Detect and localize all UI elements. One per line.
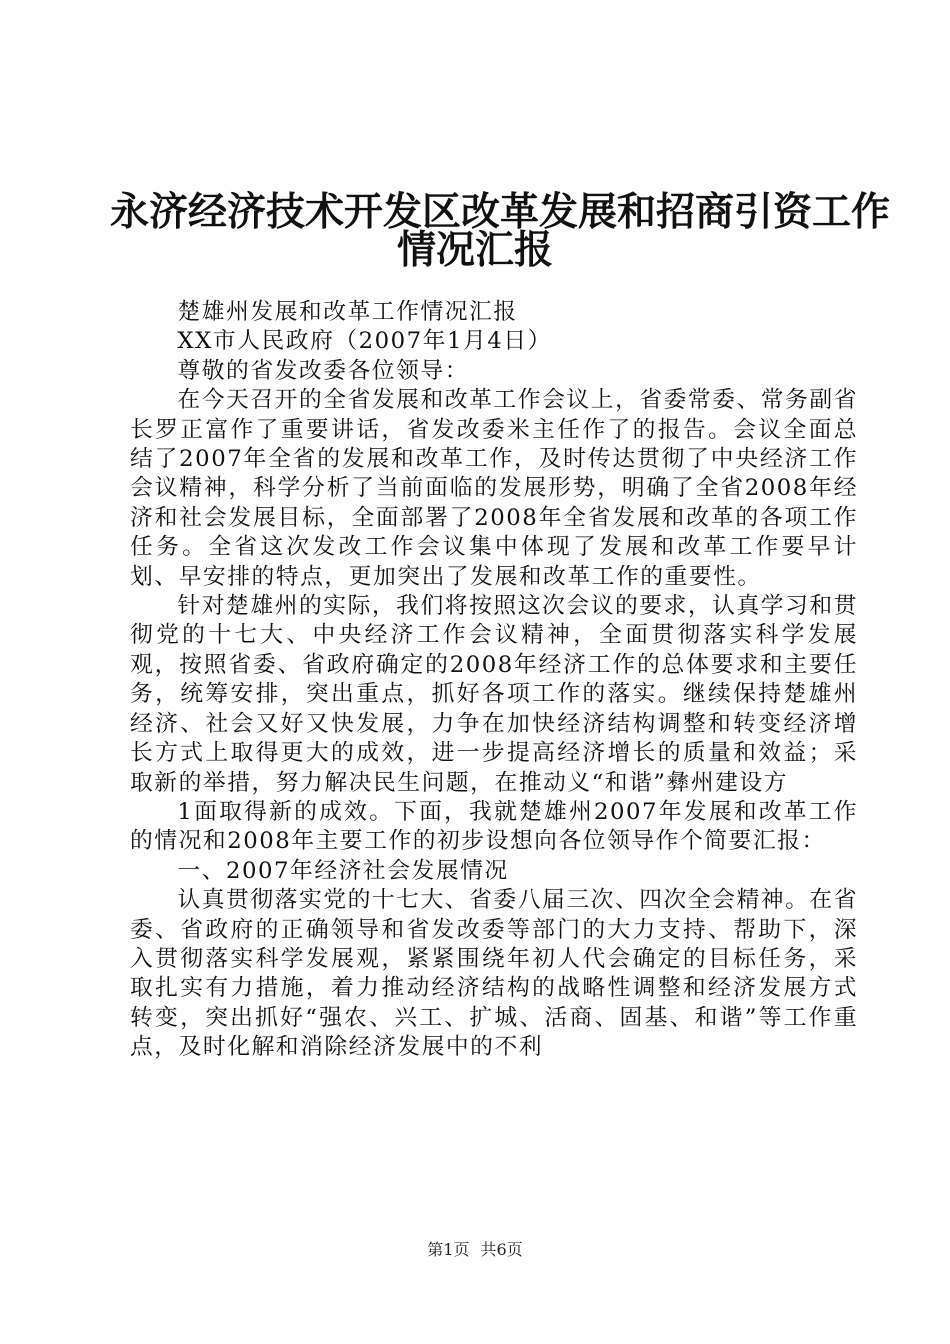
body-paragraph-1: 在今天召开的全省发展和改革工作会议上，省委常委、常务副省长罗正富作了重要讲话，省发改委米主任作了的报告。会议全面总结了2007年全省的发展和改革工作，及时传达贯彻了中央经济工作会议精神，科学分析了当前面临的发展形势，明确了全省2008年经济和社会发展目标，全面部署了2008年全省发展和改革的各项工作任务。全省这次发改工作会议集中体现了发展和改革工作要早计划、早安排的特点，更加突出了发展和改革工作的重要性。 xyxy=(130,387,858,590)
body-paragraph-3: 1面取得新的成效。下面，我就楚雄州2007年发展和改革工作的情况和2008年主要工作的初步设想向各位领导作个简要汇报： xyxy=(130,798,858,855)
page-number: 第1页 xyxy=(427,1240,470,1259)
page-total: 共6页 xyxy=(480,1240,523,1259)
document-title-line-2: 情况汇报 xyxy=(396,227,553,273)
salutation-paragraph: 尊敬的省发改委各位领导： xyxy=(177,357,469,384)
document-title-line-1: 永济经济技术开发区改革发展和招商引资工作 xyxy=(110,189,891,235)
body-paragraph-4: 认真贯彻落实党的十七大、省委八届三次、四次全会精神。在省委、省政府的正确领导和省发改委等部门的大力支持、帮助下，深入贯彻落实科学发展观，紧紧围绕年初人代会确定的目标任务，采取扎实有力措施，着力推动经济结构的战略性调整和经济发展方式转变，突出抓好“强农、兴工、扩城、活商、固基、和谐”等工作重点，及时化解和消除经济发展中的不利 xyxy=(130,887,858,1061)
document-body xyxy=(130,298,858,1063)
body-paragraph-2: 针对楚雄州的实际，我们将按照这次会议的要求，认真学习和贯彻党的十七大、中央经济工作会议精神，全面贯彻落实科学发展观，按照省委、省政府确定的2008年经济工作的总体要求和主要任务，统筹安排，突出重点，抓好各项工作的落实。继续保持楚雄州经济、社会又好又快发展，力争在加快经济结构调整和转变经济增长方式上取得更大的成效，进一步提高经济增长的质量和效益；采取新的举措，努力解决民生问题，在推动义“和谐”彝州建设方 xyxy=(130,593,858,796)
author-date-paragraph: XX市人民政府（2007年1月4日） xyxy=(177,328,552,355)
subtitle-paragraph: 楚雄州发展和改革工作情况汇报 xyxy=(177,299,518,325)
page-footer xyxy=(0,1240,950,1260)
section-heading: 一、2007年经济社会发展情况 xyxy=(177,857,509,884)
